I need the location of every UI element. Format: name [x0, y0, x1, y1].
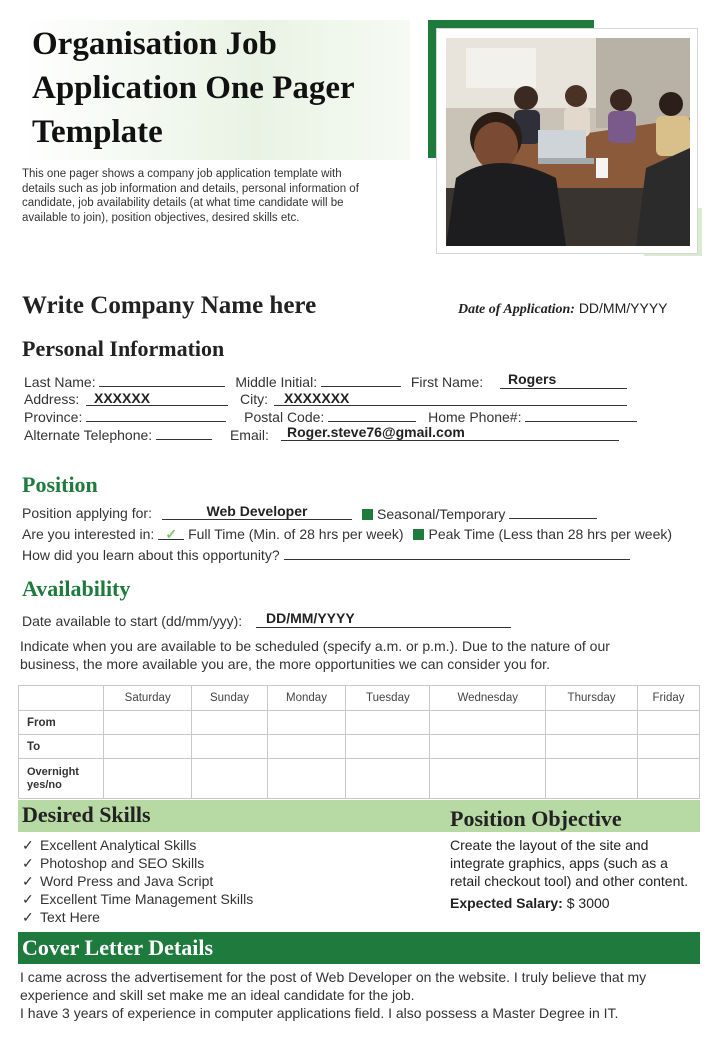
position-heading: Position [22, 472, 98, 497]
table-row [19, 735, 700, 759]
row-label-from: From [19, 711, 104, 735]
postal-code-label: Postal Code: [244, 409, 325, 425]
schedule-cell[interactable] [638, 759, 700, 799]
availability-date-field[interactable] [256, 610, 511, 628]
day-header: Tuesday [346, 686, 430, 711]
list-item: ✓ Excellent Analytical Skills [22, 836, 253, 854]
interested-label: Are you interested in: [22, 526, 155, 542]
schedule-cell[interactable] [104, 711, 192, 735]
availability-date-label-wrap [22, 613, 242, 629]
position-applying-value: Web Developer [206, 503, 308, 519]
schedule-cell[interactable] [192, 759, 267, 799]
middle-initial-field[interactable] [321, 373, 401, 387]
title-line-3: Template [32, 114, 163, 150]
table-row [19, 759, 700, 799]
address-value: XXXXXX [94, 390, 151, 406]
schedule-cell[interactable] [638, 735, 700, 759]
day-header: Monday [267, 686, 346, 711]
check-icon: ✓ [165, 526, 178, 542]
day-header: Thursday [546, 686, 638, 711]
first-name-value: Rogers [508, 371, 557, 387]
seasonal-option[interactable] [356, 505, 597, 522]
learn-field[interactable] [284, 546, 630, 560]
schedule-cell[interactable] [104, 735, 192, 759]
schedule-cell[interactable] [346, 759, 430, 799]
schedule-cell[interactable] [267, 735, 346, 759]
personal-row-3 [24, 408, 637, 425]
personal-row-4 [24, 426, 269, 443]
availability-heading: Availability [22, 576, 131, 601]
meeting-photo [446, 38, 690, 246]
email-field[interactable] [281, 424, 619, 441]
schedule-cell[interactable] [192, 711, 267, 735]
skills-list [22, 836, 253, 926]
company-name: Write Company Name here [22, 292, 317, 319]
schedule-header-row [19, 686, 700, 711]
objective-text: Create the layout of the site and integrate graphics, apps (such as a retail checkout tool) and other content. [450, 837, 689, 889]
last-name-label: Last Name: [24, 374, 96, 390]
row-label-to: To [19, 735, 104, 759]
cover-heading: Cover Letter Details [22, 935, 214, 960]
first-name-label: First Name: [410, 374, 484, 390]
availability-date-label: Date available to start (dd/mm/yyy): [22, 613, 243, 629]
day-header: Sunday [192, 686, 267, 711]
page-title [32, 22, 422, 154]
middle-initial-label: Middle Initial: [235, 374, 318, 390]
city-label-wrap [240, 391, 268, 407]
city-field[interactable] [274, 390, 627, 406]
row-label-overnight: Overnight yes/no [19, 759, 104, 799]
cover-line-3: I have 3 years of experience in computer applications field. I also possess a Master Degree in IT. [20, 1005, 619, 1021]
title-line-1: Organisation Job [32, 26, 277, 62]
first-name-field[interactable] [500, 371, 627, 389]
email-label: Email: [229, 427, 269, 443]
cover-text [20, 968, 700, 1022]
city-label: City: [240, 391, 268, 407]
cover-line-1: I came across the advertisement for the post of Web Developer on the website. I truly believe that my [20, 969, 647, 985]
photo-card [436, 28, 698, 254]
table-row [19, 711, 700, 735]
cover-line-2: experience and skill set make me an ideal candidate for the job. [20, 987, 415, 1003]
schedule-cell[interactable] [546, 711, 638, 735]
expected-salary [450, 895, 610, 911]
schedule-cell[interactable] [638, 711, 700, 735]
salary-label: Expected Salary: [450, 895, 563, 911]
last-name-field[interactable] [99, 373, 225, 387]
full-time-checkbox[interactable] [158, 526, 184, 540]
postal-code-field[interactable] [328, 408, 416, 422]
salary-value: $ 3000 [566, 895, 610, 911]
schedule-cell[interactable] [430, 735, 546, 759]
province-label: Province: [24, 409, 83, 425]
schedule-cell[interactable] [104, 759, 192, 799]
personal-info-heading: Personal Information [22, 336, 225, 361]
position-row-1 [22, 505, 152, 521]
date-of-application [458, 300, 668, 318]
objective-heading: Position Objective [450, 806, 622, 831]
date-of-application-label: Date of Application: [458, 302, 575, 317]
personal-row-1 [24, 373, 483, 390]
seasonal-label: Seasonal/Temporary [377, 506, 506, 522]
list-item: ✓ Text Here [22, 908, 253, 926]
position-applying-label: Position applying for: [22, 505, 152, 521]
alt-phone-field[interactable] [156, 426, 212, 440]
position-row-2 [22, 526, 672, 542]
skills-heading: Desired Skills [22, 802, 151, 827]
page-description: This one pager shows a company job application template with details such as job information and details, personal information of candidate, job availability details (at what time candidate will be available to join), position objectives, desired skills etc. [22, 168, 359, 224]
personal-row-2 [24, 391, 79, 407]
schedule-cell[interactable] [430, 711, 546, 735]
home-phone-label: Home Phone#: [428, 409, 522, 425]
availability-note-line-1: Indicate when you are available to be scheduled (specify a.m. or p.m.). Due to the nature of our [20, 638, 610, 654]
address-field[interactable] [86, 390, 228, 406]
day-header: Saturday [104, 686, 192, 711]
availability-date-value: DD/MM/YYYY [266, 610, 355, 626]
schedule-cell[interactable] [192, 735, 267, 759]
schedule-cell[interactable] [546, 735, 638, 759]
address-label: Address: [24, 391, 80, 407]
home-phone-field[interactable] [525, 408, 637, 422]
date-of-application-value[interactable]: DD/MM/YYYY [578, 300, 668, 316]
email-value: Roger.steve76@gmail.com [287, 424, 465, 440]
peak-time-checkbox[interactable] [413, 529, 424, 540]
alt-phone-label: Alternate Telephone: [24, 427, 153, 443]
full-time-label: Full Time (Min. of 28 hrs per week) [188, 526, 404, 542]
schedule-cell[interactable] [430, 759, 546, 799]
schedule-cell[interactable] [267, 759, 346, 799]
day-header: Wednesday [430, 686, 546, 711]
schedule-cell[interactable] [346, 711, 430, 735]
position-applying-field[interactable] [162, 503, 352, 520]
seasonal-checkbox[interactable] [362, 509, 373, 520]
schedule-table [18, 685, 700, 799]
schedule-cell[interactable] [267, 711, 346, 735]
schedule-cell[interactable] [546, 759, 638, 799]
availability-note [20, 637, 610, 673]
list-item: ✓ Photoshop and SEO Skills [22, 854, 253, 872]
list-item: ✓ Excellent Time Management Skills [22, 890, 253, 908]
province-field[interactable] [86, 408, 226, 422]
seasonal-field[interactable] [509, 505, 597, 519]
position-row-3 [22, 546, 630, 563]
list-item: ✓ Word Press and Java Script [22, 872, 253, 890]
availability-note-line-2: business, the more available you are, the more opportunities we can consider you for. [20, 656, 550, 672]
schedule-corner [19, 686, 104, 711]
learn-label: How did you learn about this opportunity? [22, 547, 280, 563]
title-line-2: Application One Pager [32, 70, 355, 106]
schedule-cell[interactable] [346, 735, 430, 759]
day-header: Friday [638, 686, 700, 711]
peak-time-label: Peak Time (Less than 28 hrs per week) [428, 526, 673, 542]
city-value: XXXXXXX [284, 390, 350, 406]
